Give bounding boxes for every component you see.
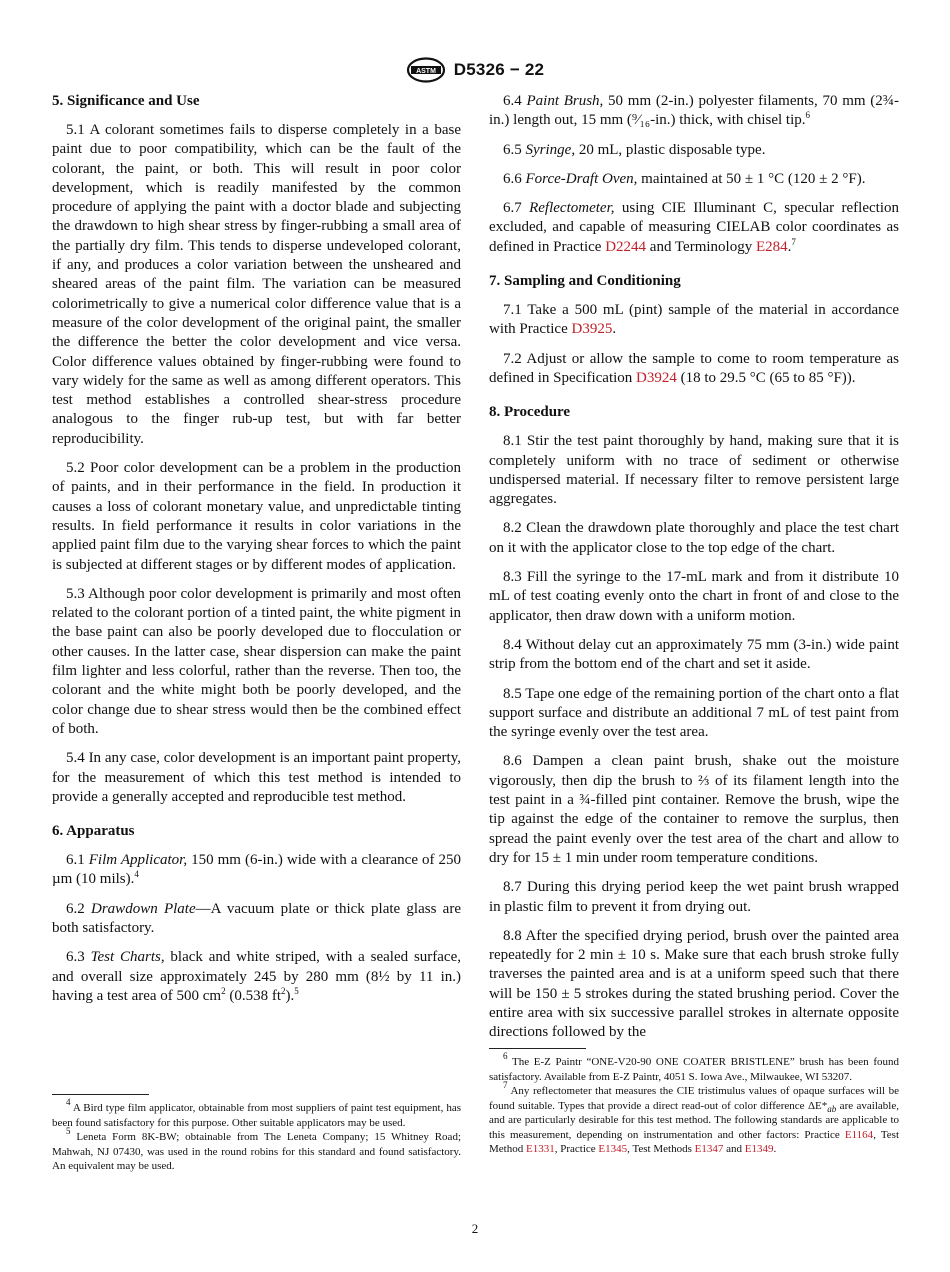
page-number: 2: [471, 1221, 479, 1236]
paragraph-8-2: 8.2 Clean the drawdown plate thoroughly and place the test chart on it with the applicator close to the top edge of the chart.: [489, 520, 899, 556]
paragraph-8-8: 8.8 After the specified drying period, brush over the painted area repeatedly for 2 min ± 10 s. Make sure that each brush stroke fully traverses the painted area and is at a uniform speed such that there will be 150 ± 5 strokes during the stated brushing period. Cover the entire area with six successive parallel strokes in alternate opposite directions followed by the: [489, 927, 899, 1041]
paragraph-8-4: 8.4 Without delay cut an approximately 75 mm (3-in.) wide paint strip from the bottom end of the chart and set it aside.: [489, 636, 899, 673]
paragraph-5-1: 5.1 A colorant sometimes fails to disperse completely in a base paint due to poor compatibility, which can be the fault of the colorant, the paint, or both. This will result in poor color development, which is readily manifested by the common procedure of applying the paint with a doctor blade and subjecting the drawdown to high shear stress by finger-rubbing a small area of the partially dry film. This tends to disperse undeveloped colorant, if any, and produces a color variation between the unsheared and sheared areas of the paint film. The variation can be measured colorimetrically to give a numerical color difference value that is a measure of the color development of the original paint, the smaller the difference the better the color development and vice versa. Color difference values obtained by finger-rubbing were found to vary widely for the same as well as among different operators. This test method establishes a controlled shear-stress procedure analogous to the finger rub-up test, but with far better reproducibility.: [52, 122, 461, 447]
page-header: [0, 56, 950, 84]
paragraph-6-7: 6.7 Reflectometer, using CIE Illuminant C, specular reflection excluded, and capable of measuring CIELAB color coordinates as defined in Practice D2244 and Terminology E284.$^7$: [489, 200, 899, 255]
left-footnotes: [52, 1094, 461, 1174]
section-7-heading: 7. Sampling and Conditioning: [489, 273, 681, 290]
section-8-heading: 8. Procedure: [489, 404, 571, 421]
reference-link-d3925[interactable]: D3925: [571, 321, 613, 338]
footnote-ref-4[interactable]: 4: [134, 869, 139, 880]
svg-text:ASTM: ASTM: [415, 67, 436, 75]
paragraph-6-6: 6.6 Force-Draft Oven, maintained at 50 ± 1 °C (120 ± 2 °F).: [503, 170, 866, 187]
paragraph-8-6: 8.6 Dampen a clean paint brush, shake out the moisture vigorously, then dip the brush to ⅔ of its filament length into the test paint in a ¾-filled pint container. Remove the brush, wipe the tip against the edge of the container to remove the surplus, then spread the paint evenly over the test area of the chart and allow to dry for 15 ± 1 min under room temperature conditions.: [489, 753, 899, 866]
reference-link-e1331[interactable]: E1331: [525, 1143, 555, 1155]
reference-link-e1345[interactable]: E1345: [598, 1143, 628, 1155]
paragraph-5-4: 5.4 In any case, color development is an important paint property, for the measurement of which this test method is intended to provide a generally accepted and reproducible test method.: [52, 750, 461, 805]
paragraph-6-5: 6.5 Syringe, 20 mL, plastic disposable type.: [503, 141, 766, 158]
section-5-heading: 5. Significance and Use: [52, 93, 200, 109]
document-designation: D5326 − 22: [453, 60, 545, 79]
footnote-5: $^5$ Leneta Form 8K-BW; obtainable from The Leneta Company; 15 Whitney Road; Mahwah, NJ 07430, was used in the round robins for this standard and found satisfactory. An equivalent may be used.: [52, 1126, 461, 1172]
footnote-ref-5[interactable]: 5: [294, 985, 299, 996]
paragraph-8-5: 8.5 Tape one edge of the remaining portion of the chart onto a flat support surface and distribute an additional 7 mL of test paint from the syringe evenly over the test area.: [489, 685, 899, 741]
reference-link-e284[interactable]: E284: [755, 238, 788, 255]
left-column: [52, 92, 461, 1016]
footnote-4: $^4$ A Bird type film applicator, obtainable from most suppliers of paint test equipment, has been found satisfactory for this purpose. Other suitable applicators may be used.: [52, 1097, 461, 1129]
paragraph-8-1: 8.1 Stir the test paint thoroughly by hand, making sure that it is completely uniform with no trace of sediment or otherwise undispersed material. If necessary filter to remove persistent large aggregates.: [489, 433, 899, 508]
reference-link-d2244[interactable]: D2244: [605, 238, 647, 255]
section-6-heading: 6. Apparatus: [52, 823, 135, 840]
paragraph-8-7: 8.7 During this drying period keep the wet paint brush wrapped in plastic film to prevent it from drying out.: [489, 879, 899, 915]
paragraph-6-3: 6.3 Test Charts, black and white striped, with a sealed surface, and overall size approximately 245 by 280 mm (8½ by 11 in.) having a test area of 500 $cm^2$ (0.538 $ft^2).^5$: [52, 949, 461, 1004]
paragraph-7-1: 7.1 Take a 500 mL (pint) sample of the material in accordance with Practice D3925.: [489, 302, 899, 338]
reference-link-e1164[interactable]: E1164: [844, 1128, 874, 1141]
paragraph-6-2: 6.2 Drawdown Plate—A vacuum plate or thick plate glass are both satisfactory.: [52, 900, 461, 936]
paragraph-5-2: 5.2 Poor color development can be a problem in the production of paints, and in their performance in the field. In production it causes a loss of colorant monetary value, and unpredictable tinting results. In field performance it results in color variations in the applied paint film due to the varying shear forces to which the paint is subjected at different stages or by different modes of application.: [52, 460, 461, 573]
astm-logo-icon: [406, 57, 446, 83]
paragraph-8-3: 8.3 Fill the syringe to the 17-mL mark and from it distribute 10 mL of test coating evenly onto the chart in front of and close to the applicator, then draw down with a uniform motion.: [489, 569, 899, 624]
paragraph-6-1: 6.1 Film Applicator, 150 mm (6-in.) wide with a clearance of 250 µm (10 mils).$^4$: [52, 852, 462, 888]
paragraph-7-2: 7.2 Adjust or allow the sample to come to room temperature as defined in Specification D3924 (18 to 29.5 °C (65 to 85 °F)).: [489, 350, 899, 386]
reference-link-e1349[interactable]: E1349: [744, 1143, 774, 1155]
footnote-ref-7[interactable]: 7: [791, 236, 796, 247]
paragraph-5-3: 5.3 Although poor color development is primarily and most often related to the colorant portion of a tinted paint, the white pigment in the base paint can also be poorly developed due to flocculation or other causes. In the latter case, shear dispersion can make the paint film lighter and less colorful, rather than the reverse. Then too, the colorant and the white might both be poorly developed, and the color change due to shear stress would then be the combined effect of both.: [52, 585, 461, 737]
paragraph-6-4: 6.4 Paint Brush, 50 mm (2-in.) polyester filaments, 70 mm (2¾-in.) length out, 15 mm (⁹⁄₁₆-in.) thick, with chisel tip.$^6$: [489, 93, 900, 129]
footnote-6: $^6$ The E-Z Paintr “ONE-V20-90 ONE COATER BRISTLENE” brush has been found satisfactory. Available from E-Z Paintr, 4051 S. Iowa Ave., Milwaukee, WI 53207.: [489, 1051, 899, 1083]
footnote-7: $^7$ Any reflectometer that measures the CIE tristimulus values of opaque surfaces will be found suitable. Types that provide a direct read-out of color difference $\Delta E*_{ab}$ are available, and are particularly desirable for this test method. The following standards are applicable to this measurement, depending on instrumentation and other factors: Practice E1164, Test Method E1331, Practice E1345, Test Methods E1347 and E1349.: [489, 1080, 899, 1155]
footnote-divider: [52, 1094, 149, 1095]
footnote-divider: [489, 1048, 586, 1049]
reference-link-d3924[interactable]: D3924: [636, 369, 677, 386]
reference-link-e1347[interactable]: E1347: [694, 1143, 724, 1155]
footnote-ref-6[interactable]: 6: [805, 110, 810, 121]
right-footnotes: [489, 1048, 899, 1157]
right-column: [489, 92, 899, 1053]
